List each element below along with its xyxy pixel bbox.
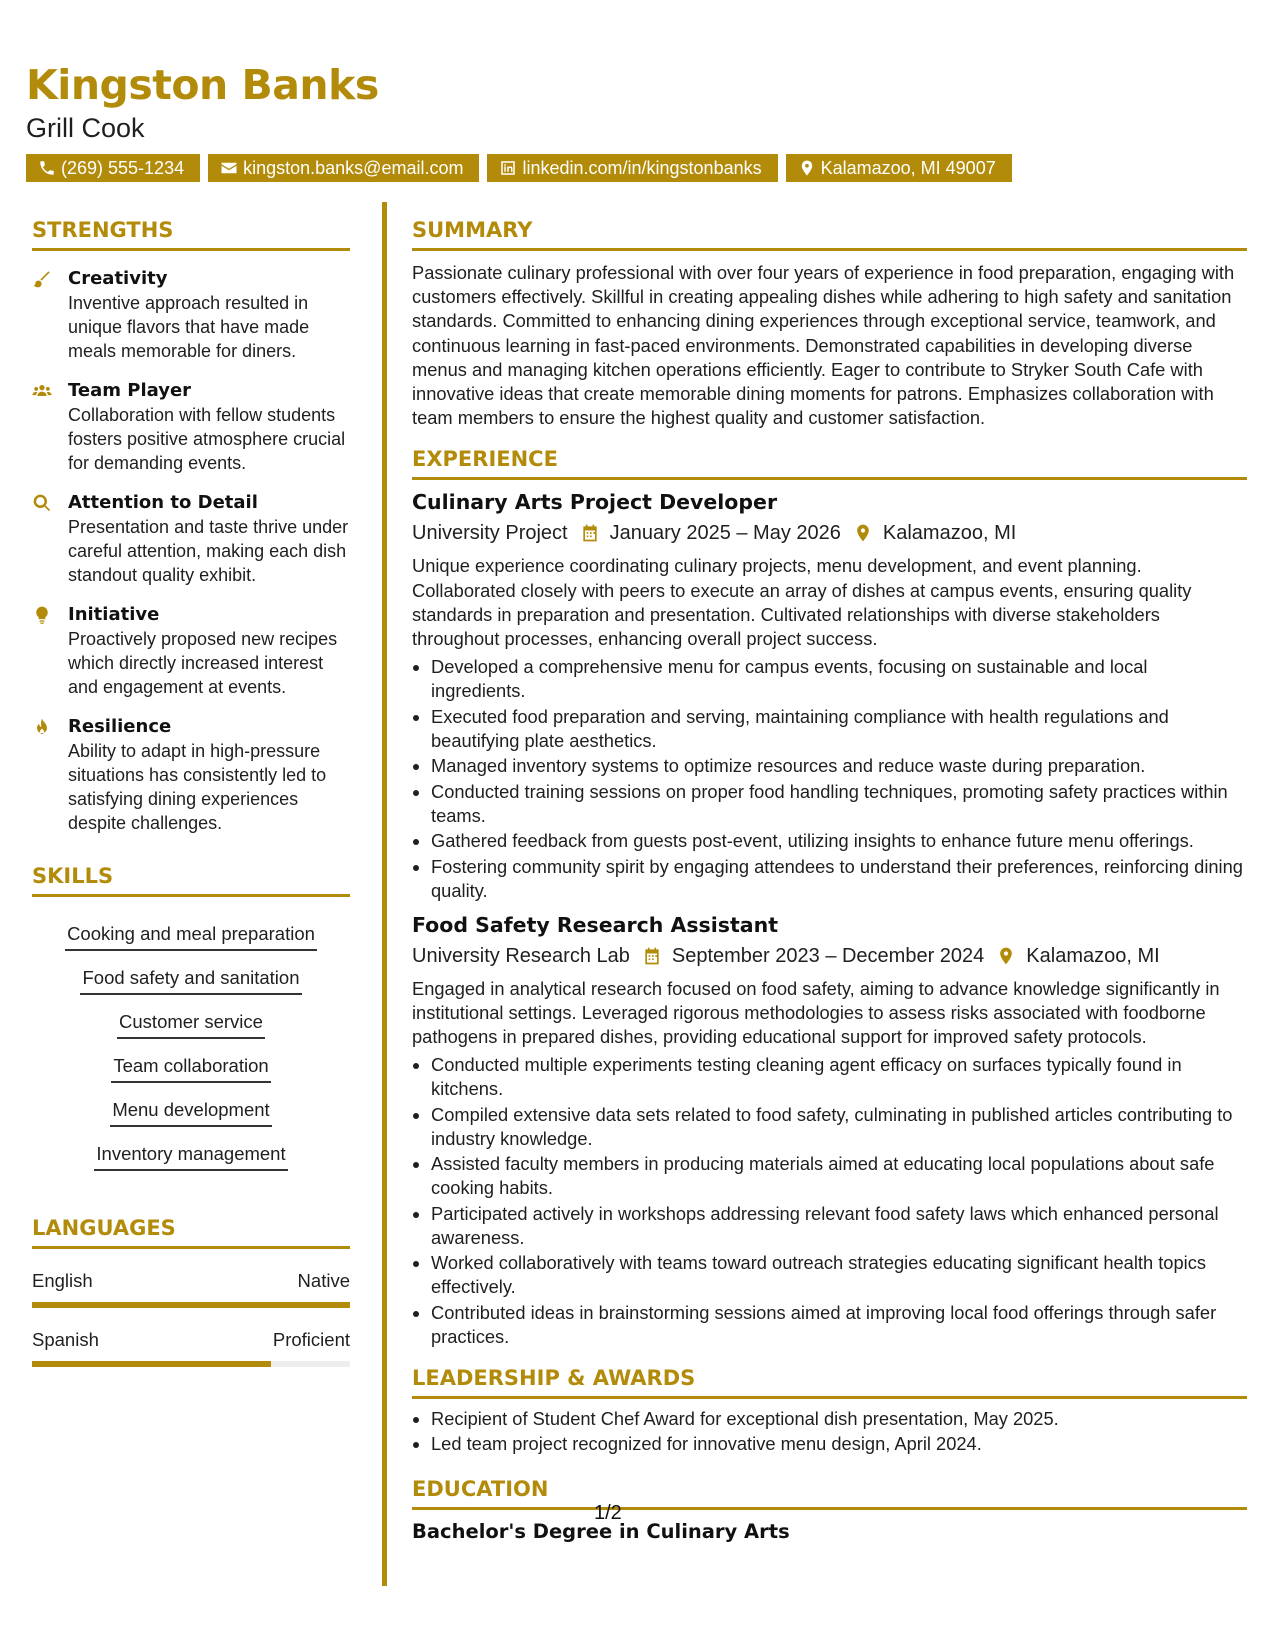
strength-item: [32, 379, 350, 475]
job-dates: January 2025 – May 2026: [609, 522, 841, 545]
summary-text: Passionate culinary professional with over four years of experience in food preparation, engaging with customers effectively. Skillful in creating appealing dishes while adhering to high safety and sanitation standards. Committed to enhancing dining experiences through exceptional service, teamwork, and continuous learning in fast-paced environments. Demonstrated capabilities in developing diverse menus and managing kitchen operations efficiently. Eager to contribute to Stryker South Cafe with innovative ideas that create memorable dining moments for patrons. Emphasizes collaboration with team members to ensure the highest quality and customer satisfaction.: [412, 262, 1235, 429]
contact-bar: [26, 154, 1246, 182]
section-rule: [32, 248, 350, 251]
summary-section: [412, 215, 1247, 430]
strength-item: [32, 715, 350, 835]
section-rule: [412, 1507, 1247, 1510]
language-level-bar: [32, 1361, 350, 1367]
strength-desc: Proactively proposed new recipes which directly increased interest and engagement at events.: [68, 629, 338, 697]
list-item: • Assisted faculty members in producing materials aimed at educating local populations about safe cooking habits.: [431, 1152, 1247, 1200]
magnifier-icon: [32, 493, 52, 513]
language-name: English: [32, 1270, 93, 1291]
strength-desc: Presentation and taste thrive under careful attention, making each dish standout quality exhibit.: [68, 517, 349, 585]
section-rule: [412, 1396, 1247, 1399]
strength-item: [32, 267, 350, 363]
list-item: • Gathered feedback from guests post-event, utilizing insights to enhance future menu offerings.: [431, 829, 1247, 853]
job-bullets: [412, 655, 1247, 903]
language-level-bar: [32, 1302, 350, 1308]
left-column: [32, 215, 350, 1367]
languages-section: [32, 1213, 350, 1367]
users-icon: [32, 381, 52, 401]
list-item: • Developed a comprehensive menu for campus events, focusing on sustainable and local ingredients.: [431, 655, 1247, 703]
envelope-icon: [220, 159, 238, 177]
language-level: Native: [297, 1270, 350, 1291]
map-pin-icon: [798, 159, 816, 177]
flame-icon: [32, 717, 52, 737]
page-number: 1/2: [594, 1502, 622, 1524]
paintbrush-icon: [32, 269, 52, 289]
strength-title: Creativity: [68, 268, 168, 289]
experience-section: [412, 444, 1247, 1348]
list-item: • Worked collaboratively with teams toward outreach strategies educating significant health topics effectively.: [431, 1251, 1247, 1299]
leadership-list: [412, 1407, 1247, 1457]
linkedin-icon: [499, 159, 517, 177]
job-bullets: [412, 1053, 1247, 1349]
summary-heading: SUMMARY: [412, 218, 533, 242]
skill-item: Team collaboration: [111, 1053, 270, 1083]
language-level-fill: [32, 1302, 350, 1308]
strength-desc: Inventive approach resulted in unique flavors that have made meals memorable for diners.: [68, 293, 310, 361]
strength-item: [32, 491, 350, 587]
strengths-section: [32, 215, 350, 835]
map-pin-icon: [996, 946, 1016, 966]
contact-location-text: Kalamazoo, MI 49007: [820, 157, 996, 178]
skills-section: [32, 861, 350, 1171]
strength-item: [32, 603, 350, 699]
calendar-icon: [642, 946, 662, 966]
list-item: • Conducted training sessions on proper food handling techniques, promoting safety practices within teams.: [431, 780, 1247, 828]
skill-item: Menu development: [110, 1097, 271, 1127]
skills-list: [32, 907, 350, 1171]
job-organization: University Research Lab: [412, 944, 630, 967]
contact-phone[interactable]: [26, 154, 200, 182]
contact-email-text: kingston.banks@email.com: [243, 157, 464, 178]
list-item: • Executed food preparation and serving, maintaining compliance with health regulations and beautifying plate aesthetics.: [431, 705, 1247, 753]
skill-item: Cooking and meal preparation: [65, 921, 317, 951]
job-description: Unique experience coordinating culinary projects, menu development, and event planning. Collaborated closely with peers to execute an array of dishes at campus events, ensuring quality standards in preparation and presentation. Cultivated relationships with diverse stakeholders throughout processes, enhancing overall project success.: [412, 555, 1192, 650]
section-rule: [412, 248, 1247, 251]
map-pin-icon: [853, 523, 873, 543]
strength-desc: Ability to adapt in high-pressure situations has consistently led to satisfying dining experiences despite challenges.: [68, 741, 327, 833]
language-level: Proficient: [272, 1329, 350, 1350]
calendar-icon: [580, 523, 600, 543]
education-heading: EDUCATION: [412, 1477, 549, 1502]
list-item: • Managed inventory systems to optimize resources and reduce waste during preparation.: [431, 754, 1247, 778]
leadership-section: [412, 1363, 1247, 1457]
skills-heading: SKILLS: [32, 864, 114, 888]
job-location: Kalamazoo, MI: [1026, 944, 1160, 967]
list-item: • Fostering community spirit by engaging attendees to understand their preferences, reinforcing dining quality.: [431, 855, 1247, 903]
list-item: • Led team project recognized for innovative menu design, April 2024.: [431, 1432, 1247, 1456]
job-organization: University Project: [412, 522, 568, 545]
list-item: • Recipient of Student Chef Award for exceptional dish presentation, May 2025.: [431, 1407, 1247, 1431]
language-item: [32, 1328, 350, 1367]
skill-item: Food safety and sanitation: [80, 965, 301, 995]
lightbulb-icon: [32, 605, 52, 625]
strength-title: Resilience: [68, 716, 172, 737]
list-item: • Contributed ideas in brainstorming sessions aimed at improving local food offerings through safer practices.: [431, 1301, 1247, 1349]
job-meta: [412, 518, 1247, 548]
education-section: [412, 1474, 1247, 1546]
phone-icon: [38, 159, 56, 177]
section-rule: [412, 477, 1247, 480]
job-title: Culinary Arts Project Developer: [412, 490, 778, 515]
contact-location[interactable]: [786, 154, 1012, 182]
strength-title: Initiative: [68, 604, 160, 625]
contact-linkedin[interactable]: [487, 154, 777, 182]
leadership-heading: LEADERSHIP & AWARDS: [412, 1365, 696, 1390]
education-degree: Bachelor's Degree in Culinary Arts: [412, 1520, 790, 1544]
contact-phone-text: (269) 555-1234: [61, 157, 185, 178]
skill-item: Customer service: [117, 1009, 265, 1039]
language-item: [32, 1269, 350, 1308]
job-entry: [412, 488, 1247, 902]
strength-title: Attention to Detail: [68, 492, 258, 513]
strength-desc: Collaboration with fellow students fosters positive atmosphere crucial for demanding events.: [68, 405, 346, 473]
list-item: • Conducted multiple experiments testing cleaning agent efficacy on surfaces typically found in kitchens.: [431, 1053, 1247, 1101]
job-title: Food Safety Research Assistant: [412, 912, 779, 937]
contact-email[interactable]: [208, 154, 479, 182]
job-role: Grill Cook: [26, 113, 145, 143]
right-column: [412, 215, 1247, 1546]
column-divider: [382, 202, 387, 1586]
job-location: Kalamazoo, MI: [882, 522, 1017, 545]
job-dates: September 2023 – December 2024: [671, 944, 985, 967]
contact-linkedin-text: linkedin.com/in/kingstonbanks: [522, 157, 762, 178]
strength-title: Team Player: [68, 380, 192, 401]
job-meta: [412, 941, 1247, 971]
section-rule: [32, 894, 350, 897]
list-item: • Compiled extensive data sets related to food safety, culminating in published articles contributing to industry knowledge.: [431, 1103, 1247, 1151]
strengths-heading: STRENGTHS: [32, 218, 174, 242]
list-item: • Participated actively in workshops addressing relevant food safety laws which enhanced personal awareness.: [431, 1202, 1247, 1250]
experience-heading: EXPERIENCE: [412, 447, 558, 472]
language-level-fill: [32, 1361, 271, 1367]
job-description: Engaged in analytical research focused on food safety, aiming to advance knowledge significantly in institutional settings. Leveraged rigorous methodologies to assess risks associated with foodborne pathogens in prepared dishes, providing educational support for improved safety protocols.: [412, 977, 1220, 1048]
candidate-name: Kingston Banks: [26, 61, 379, 109]
languages-heading: LANGUAGES: [32, 1216, 176, 1240]
language-name: Spanish: [32, 1329, 99, 1350]
job-entry: [412, 911, 1247, 1349]
skill-item: Inventory management: [94, 1141, 287, 1171]
section-rule: [32, 1246, 350, 1249]
resume-header: [26, 60, 1246, 182]
